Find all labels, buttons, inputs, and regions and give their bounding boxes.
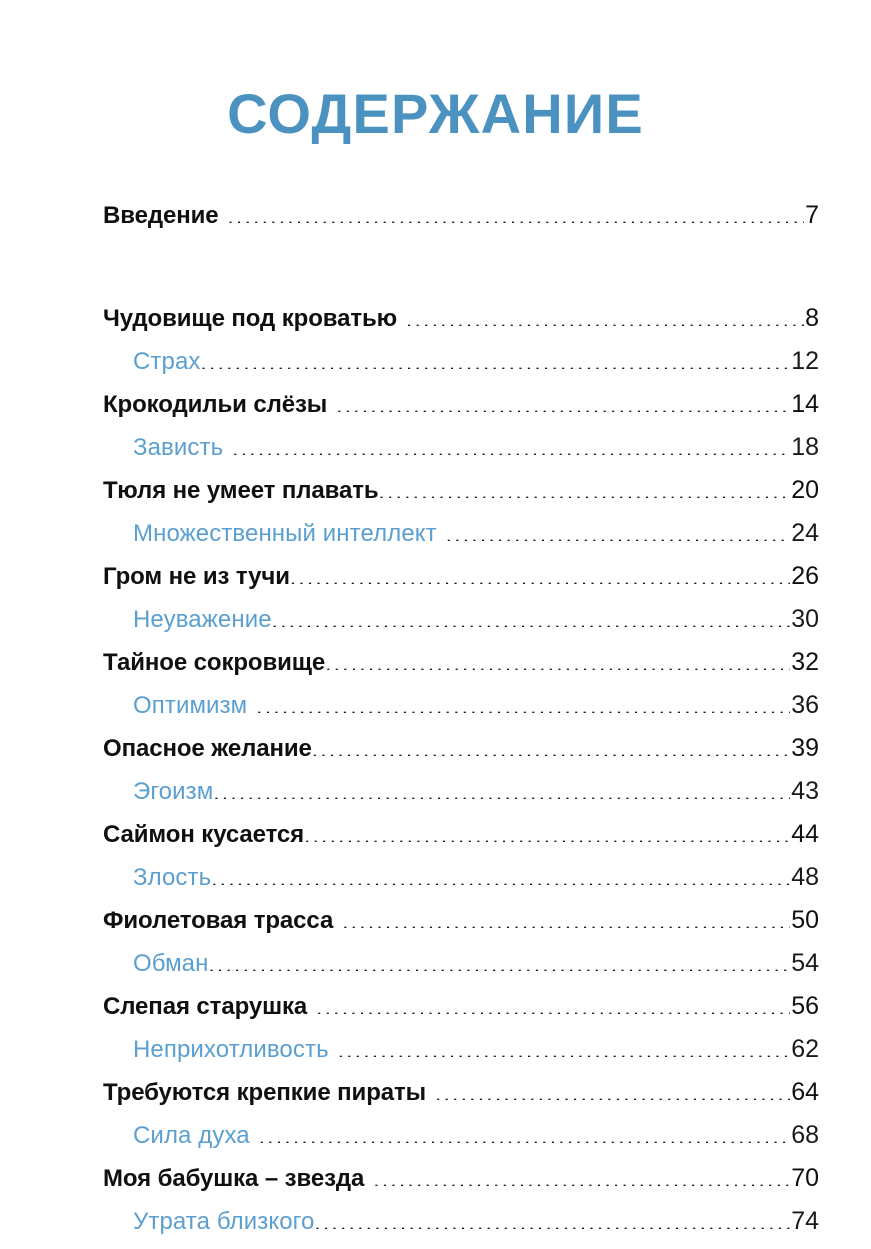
toc-page-number: 39 (791, 734, 819, 762)
toc-page-number: 50 (791, 906, 819, 934)
dot-leader (373, 1170, 790, 1186)
dot-leader (213, 783, 790, 799)
toc-page-number: 74 (791, 1207, 819, 1235)
toc-entry-label: Оптимизм (133, 692, 248, 719)
toc-section-row[interactable] (103, 862, 819, 905)
dot-leader (446, 525, 790, 541)
dot-leader (338, 1041, 791, 1057)
toc-entry-label: Фиолетовая трасса (103, 907, 334, 934)
toc-entry-label: Моя бабушка – звезда (103, 1165, 365, 1192)
toc-entry-label: Введение (103, 202, 219, 229)
toc-entry-label: Крокодильи слёзы (103, 391, 328, 418)
toc-page-number: 56 (791, 992, 819, 1020)
dot-leader (406, 310, 804, 326)
toc-entry-label: Тайное сокровище (103, 649, 326, 676)
dot-leader (325, 654, 790, 670)
toc-page-number: 24 (791, 519, 819, 547)
toc-section-row[interactable] (103, 690, 819, 733)
dot-leader (435, 1084, 790, 1100)
toc-entry-label: Требуются крепкие пираты (103, 1079, 427, 1106)
toc-entry-label: Чудовище под кроватью (103, 305, 398, 332)
toc-entry-label: Злость (133, 864, 212, 891)
toc-section-row[interactable] (103, 518, 819, 561)
dot-leader (211, 869, 790, 885)
toc-section-row[interactable] (103, 1034, 819, 1077)
toc-chapter-row[interactable] (103, 389, 819, 432)
toc-chapter-row[interactable] (103, 819, 819, 862)
toc-page-number: 68 (791, 1121, 819, 1149)
toc-page-number: 8 (805, 304, 819, 332)
toc-page-number: 48 (791, 863, 819, 891)
dot-leader (316, 998, 790, 1014)
toc-page-number: 30 (791, 605, 819, 633)
toc-chapter-row[interactable] (103, 303, 819, 346)
toc-section-row[interactable] (103, 776, 819, 819)
dot-leader (256, 697, 790, 713)
toc-entry-label: Множественный интеллект (133, 520, 437, 547)
dot-leader (304, 826, 790, 842)
section-gap (103, 243, 819, 303)
toc-entry-label: Опасное желание (103, 735, 312, 762)
toc-page-number: 54 (791, 949, 819, 977)
toc-entry-label: Эгоизм (133, 778, 214, 805)
toc-entry-label: Неуважение (133, 606, 272, 633)
toc-chapter-row[interactable] (103, 991, 819, 1034)
toc-page-number: 32 (791, 648, 819, 676)
dot-leader (272, 611, 791, 627)
toc-page-number: 7 (805, 201, 819, 229)
dot-leader (232, 439, 790, 455)
toc-chapter-row[interactable] (103, 561, 819, 604)
dot-leader (259, 1127, 790, 1143)
toc-entry-label: Саймон кусается (103, 821, 305, 848)
toc-entry-label: Зависть (133, 434, 224, 461)
toc-section-row[interactable] (103, 432, 819, 475)
toc-section-row[interactable] (103, 604, 819, 647)
dot-leader (312, 740, 790, 756)
toc-page-number: 26 (791, 562, 819, 590)
toc-entry-label: Неприхотливость (133, 1036, 329, 1063)
toc-chapter-row[interactable] (103, 1163, 819, 1206)
dot-leader (290, 568, 790, 584)
toc-chapter-row[interactable] (103, 475, 819, 518)
toc-page-number: 36 (791, 691, 819, 719)
toc-list (103, 200, 819, 1249)
toc-entry-label: Страх (133, 348, 201, 375)
toc-section-row[interactable] (103, 1206, 819, 1249)
toc-entry-label: Слепая старушка (103, 993, 308, 1020)
dot-leader (379, 482, 791, 498)
toc-page-number: 20 (791, 476, 819, 504)
toc-page-number: 12 (791, 347, 819, 375)
toc-chapter-row[interactable] (103, 200, 819, 243)
toc-entry-label: Обман (133, 950, 209, 977)
toc-section-row[interactable] (103, 948, 819, 991)
dot-leader (336, 396, 790, 412)
toc-entry-label: Сила духа (133, 1122, 250, 1149)
toc-page-number: 43 (791, 777, 819, 805)
toc-page-number: 14 (791, 390, 819, 418)
toc-entry-label: Гром не из тучи (103, 563, 290, 590)
dot-leader (209, 955, 791, 971)
toc-page-number: 70 (791, 1164, 819, 1192)
toc-page-number: 18 (791, 433, 819, 461)
toc-page-number: 62 (791, 1035, 819, 1063)
toc-entry-label: Тюля не умеет плавать (103, 477, 379, 504)
toc-section-row[interactable] (103, 346, 819, 389)
toc-chapter-row[interactable] (103, 905, 819, 948)
toc-chapter-row[interactable] (103, 1077, 819, 1120)
page-title: СОДЕРЖАНИЕ (227, 82, 644, 145)
dot-leader (228, 207, 805, 223)
toc-chapter-row[interactable] (103, 733, 819, 776)
toc-page-number: 64 (791, 1078, 819, 1106)
dot-leader (314, 1213, 790, 1229)
dot-leader (201, 353, 791, 369)
toc-entry-label: Утрата близкого (133, 1208, 315, 1235)
toc-page-number: 44 (791, 820, 819, 848)
dot-leader (342, 912, 790, 928)
toc-chapter-row[interactable] (103, 647, 819, 690)
